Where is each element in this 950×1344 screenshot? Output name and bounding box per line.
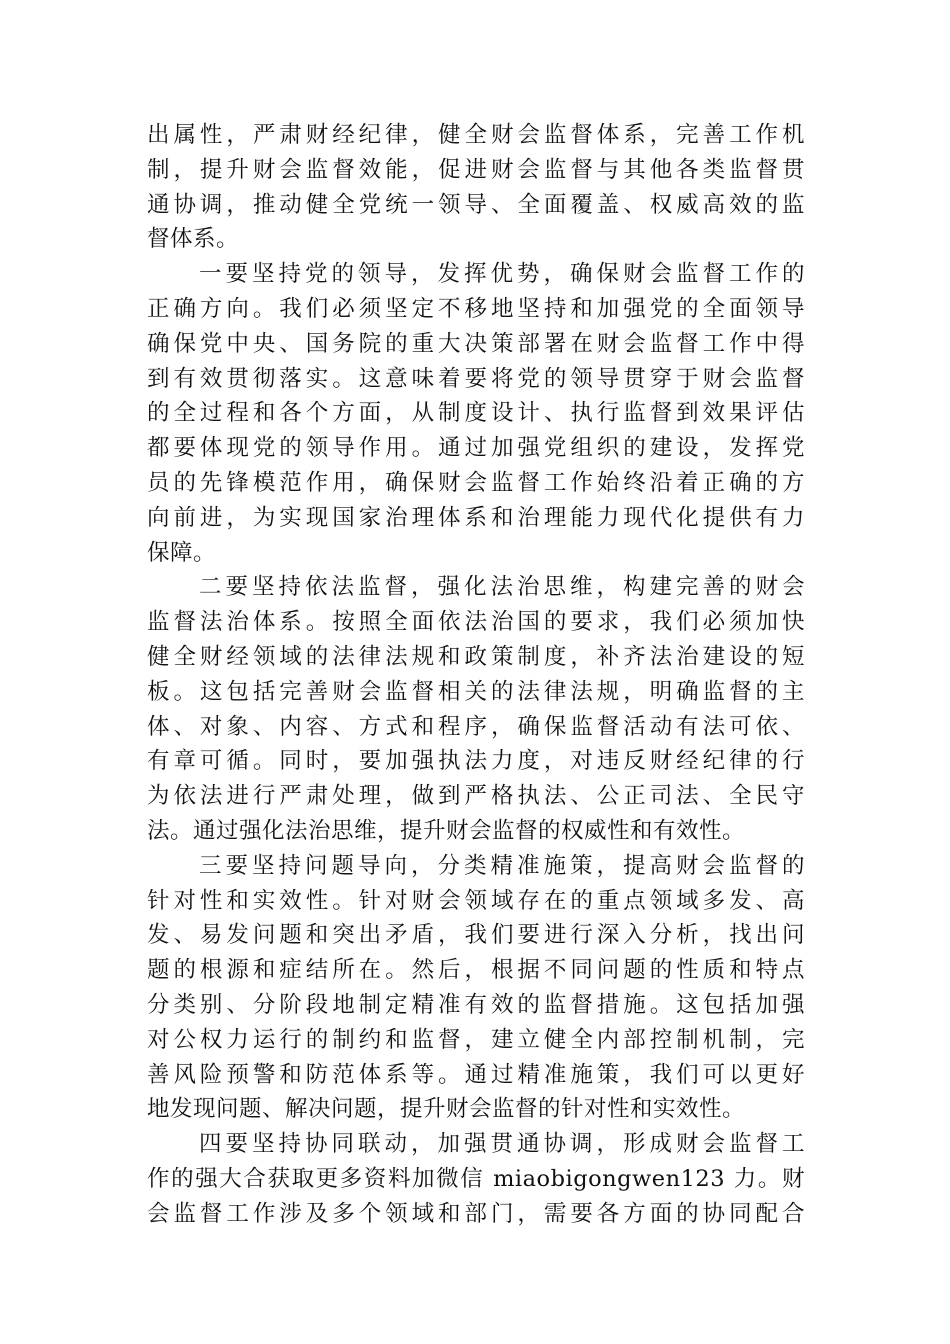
text-line: 健全财经领域的法律法规和政策制度，补齐法治建设的短 (147, 643, 805, 670)
text-line: 会监督工作涉及多个领域和部门，需要各方面的协同配合 (147, 1200, 805, 1227)
text-line: 善风险预警和防范体系等。通过精准施策，我们可以更好 (147, 1061, 805, 1088)
paragraph-first-line: 三要坚持问题导向，分类精准施策，提高财会监督的 (199, 852, 805, 879)
text-line: 法。通过强化法治思维，提升财会监督的权威性和有效性。 (147, 817, 746, 844)
text-line: 题的根源和症结所在。然后，根据不同问题的性质和特点 (147, 957, 805, 984)
text-line: 出属性，严肃财经纪律，健全财会监督体系，完善工作机 (147, 122, 805, 148)
text-line: 体、对象、内容、方式和程序，确保监督活动有法可依、 (147, 713, 805, 740)
text-line: 针对性和实效性。针对财会领域存在的重点领域多发、高 (147, 887, 805, 914)
text-line: 板。这包括完善财会监督相关的法律法规，明确监督的主 (147, 678, 805, 705)
text-line: 地发现问题、解决问题，提升财会监督的针对性和实效性。 (147, 1096, 746, 1123)
text-line: 保障。 (147, 539, 217, 566)
text-line: 为依法进行严肃处理，做到严格执法、公正司法、全民守 (147, 783, 805, 810)
text-line: 制，提升财会监督效能，促进财会监督与其他各类监督贯 (147, 156, 805, 183)
text-line: 都要体现党的领导作用。通过加强党组织的建设，发挥党 (147, 435, 805, 462)
text-line: 监督法治体系。按照全面依法治国的要求，我们必须加快 (147, 609, 805, 636)
text-line: 的全过程和各个方面，从制度设计、执行监督到效果评估 (147, 400, 805, 427)
text-line: 通协调，推动健全党统一领导、全面覆盖、权威高效的监 (147, 191, 805, 218)
paragraph-first-line: 四要坚持协同联动，加强贯通协调，形成财会监督工 (199, 1131, 805, 1158)
text-line: 督体系。 (147, 226, 240, 253)
text-line: 向前进，为实现国家治理体系和治理能力现代化提供有力 (147, 504, 805, 531)
body-text (147, 118, 805, 1232)
paragraph-first-line: 二要坚持依法监督，强化法治思维，构建完善的财会 (199, 574, 805, 601)
text-line: 员的先锋模范作用，确保财会监督工作始终沿着正确的方 (147, 469, 805, 496)
text-line: 有章可循。同时，要加强执法力度，对违反财经纪律的行 (147, 748, 805, 775)
text-line: 作的强大合获取更多资料加微信 miaobigongwen123 力。财 (147, 1165, 805, 1192)
text-line: 正确方向。我们必须坚定不移地坚持和加强党的全面领导 (147, 295, 805, 322)
text-line: 对公权力运行的制约和监督，建立健全内部控制机制，完 (147, 1026, 805, 1053)
text-line: 分类别、分阶段地制定精准有效的监督措施。这包括加强 (147, 991, 805, 1018)
text-line: 发、易发问题和突出矛盾，我们要进行深入分析，找出问 (147, 922, 805, 949)
text-line: 到有效贯彻落实。这意味着要将党的领导贯穿于财会监督 (147, 365, 805, 392)
text-line: 确保党中央、国务院的重大决策部署在财会监督工作中得 (147, 330, 805, 357)
paragraph-first-line: 一要坚持党的领导，发挥优势，确保财会监督工作的 (199, 261, 805, 288)
